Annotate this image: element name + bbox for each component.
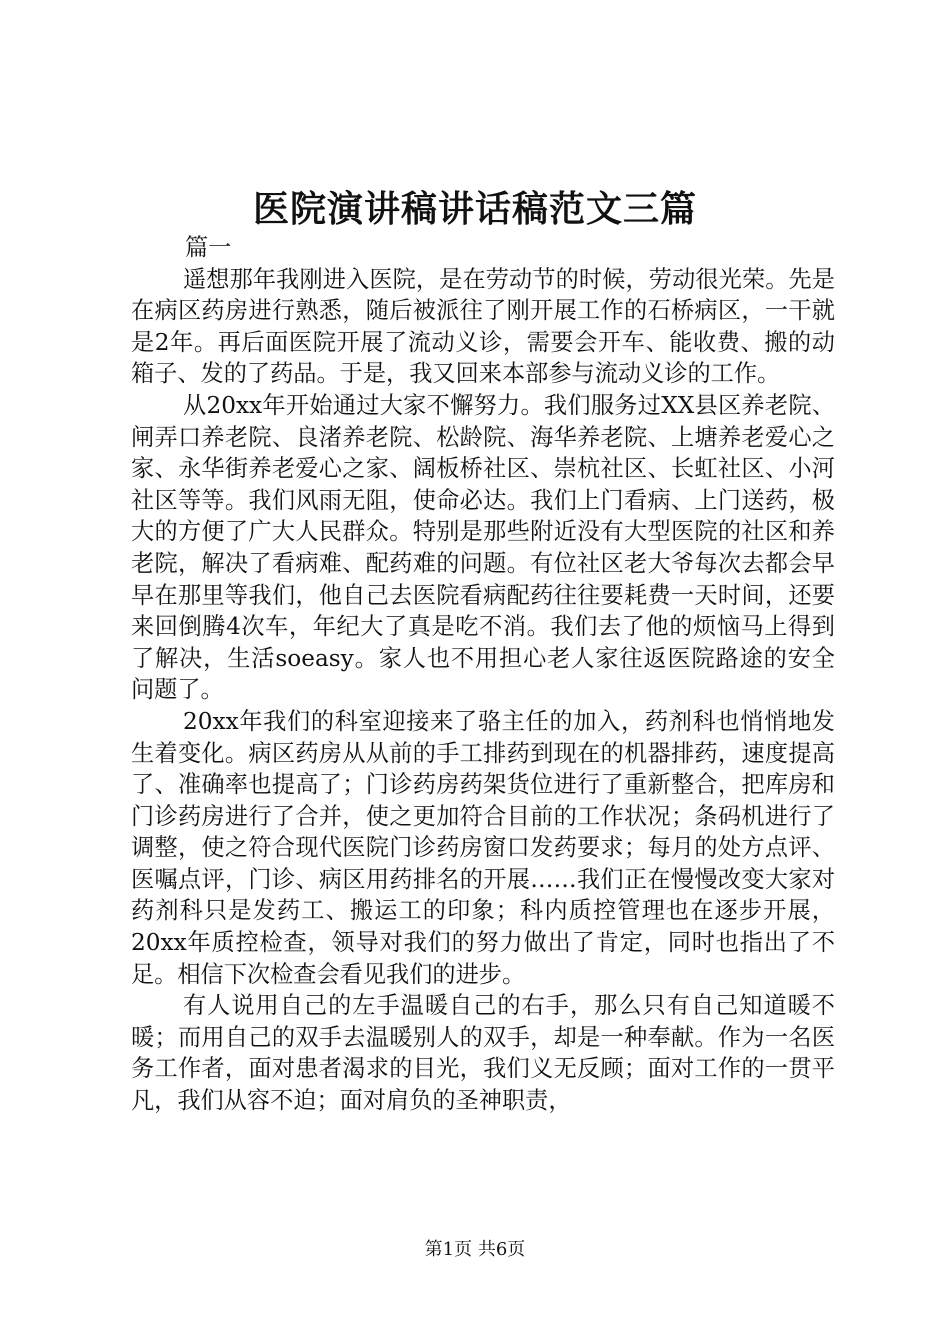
document-body xyxy=(131,232,835,1117)
document-title: 医院演讲稿讲话稿范文三篇 xyxy=(252,188,697,230)
paragraph-2: 从20xx年开始通过大家不懈努力。我们服务过XX县区养老院、闸弄口养老院、良渚养老院、松龄院、海华养老院、上塘养老爱心之家、永华街养老爱心之家、阔板桥社区、崇杭社区、长虹社区、小河社区等等。我们风雨无阻，使命必达。我们上门看病、上门送药，极大的方便了广大人民群众。特别是那些附近没有大型医院的社区和养老院，解决了看病难、配药难的问题。有位社区老大爷每次去都会早早在那里等我们，他自己去医院看病配药往往要耗费一天时间，还要来回倒腾4次车，年纪大了真是吃不消。我们去了他的烦恼马上得到了解决，生活soeasy。家人也不用担心老人家往返医院路途的安全问题了。 xyxy=(131,391,835,704)
paragraph-1: 遥想那年我刚进入医院，是在劳动节的时候，劳动很光荣。先是在病区药房进行熟悉，随后被派往了刚开展工作的石桥病区，一干就是2年。再后面医院开展了流动义诊，需要会开车、能收费、搬的动箱子、发的了药品。于是，我又回来本部参与流动义诊的工作。 xyxy=(131,265,835,388)
page-footer: 第1页 共6页 xyxy=(424,1239,526,1260)
section-label: 篇一 xyxy=(185,234,232,261)
paragraph-4: 有人说用自己的左手温暖自己的右手，那么只有自己知道暖不暖；而用自己的双手去温暖别人的双手，却是一种奉献。作为一名医务工作者，面对患者渴求的目光，我们义无反顾；面对工作的一贯平凡，我们从容不迫；面对肩负的圣神职责， xyxy=(131,992,835,1115)
paragraph-3: 20xx年我们的科室迎接来了骆主任的加入，药剂科也悄悄地发生着变化。病区药房从从前的手工排药到现在的机器排药，速度提高了、准确率也提高了；门诊药房药架货位进行了重新整合，把库房和门诊药房进行了合并，使之更加符合目前的工作状况；条码机进行了调整，使之符合现代医院门诊药房窗口发药要求；每月的处方点评、医嘱点评，门诊、病区用药排名的开展……我们正在慢慢改变大家对药剂科只是发药工、搬运工的印象；科内质控管理也在逐步开展，20xx年质控检查，领导对我们的努力做出了肯定，同时也指出了不足。相信下次检查会看见我们的进步。 xyxy=(131,707,835,988)
